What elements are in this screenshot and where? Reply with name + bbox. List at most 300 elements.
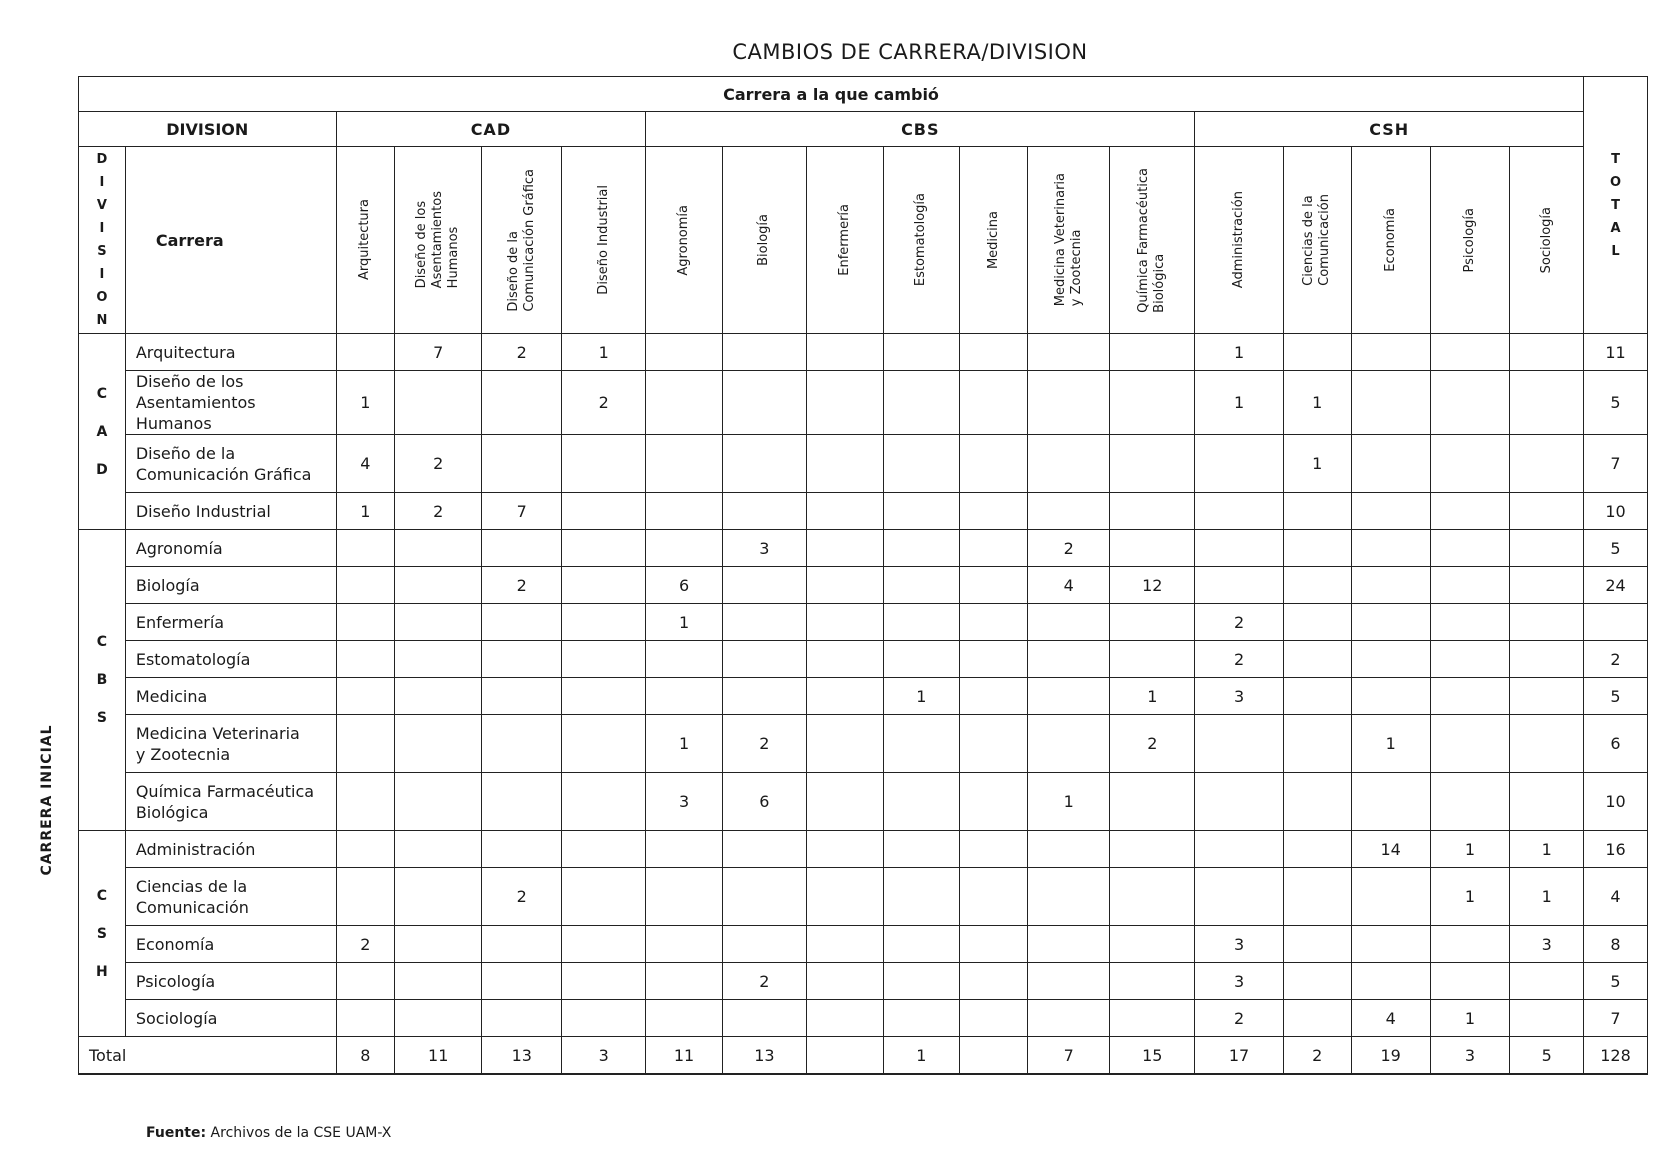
column-total-cell: 13 — [482, 1037, 562, 1075]
value-cell — [1430, 334, 1510, 371]
value-cell — [1351, 868, 1430, 926]
value-cell — [336, 773, 395, 831]
value-cell — [806, 435, 883, 493]
value-cell — [395, 567, 482, 604]
value-cell — [482, 371, 562, 435]
value-cell — [1430, 371, 1510, 435]
value-cell — [562, 868, 646, 926]
value-cell — [336, 530, 395, 567]
value-cell — [336, 868, 395, 926]
value-cell — [960, 963, 1028, 1000]
value-cell — [1283, 868, 1351, 926]
value-cell: 3 — [1510, 926, 1584, 963]
group-header-csh — [1195, 112, 1584, 147]
value-cell — [806, 715, 883, 773]
value-cell — [1430, 435, 1510, 493]
value-cell — [883, 1000, 960, 1037]
value-cell — [1510, 773, 1584, 831]
value-cell — [336, 604, 395, 641]
value-cell — [1195, 493, 1283, 530]
column-header — [562, 147, 646, 334]
column-header-label: Administración — [1231, 191, 1247, 289]
row-total-cell: 5 — [1584, 371, 1648, 435]
value-cell: 2 — [722, 715, 806, 773]
value-cell — [1110, 530, 1195, 567]
career-name-cell: Arquitectura — [125, 334, 336, 371]
value-cell — [1430, 530, 1510, 567]
value-cell — [806, 334, 883, 371]
value-cell — [960, 831, 1028, 868]
value-cell — [1028, 604, 1110, 641]
value-cell — [806, 493, 883, 530]
value-cell — [1351, 493, 1430, 530]
value-cell — [646, 493, 723, 530]
value-cell — [883, 567, 960, 604]
table-title: CAMBIOS DE CARRERA/DIVISION — [732, 40, 1088, 64]
value-cell — [883, 963, 960, 1000]
value-cell — [1028, 435, 1110, 493]
value-cell: 4 — [1351, 1000, 1430, 1037]
value-cell — [883, 435, 960, 493]
table-row — [79, 371, 1648, 435]
value-cell — [1110, 963, 1195, 1000]
career-name-cell: Agronomía — [125, 530, 336, 567]
value-cell: 1 — [1195, 334, 1283, 371]
value-cell — [1195, 831, 1283, 868]
value-cell — [1430, 963, 1510, 1000]
value-cell: 2 — [395, 435, 482, 493]
value-cell — [395, 868, 482, 926]
value-cell — [960, 715, 1028, 773]
value-cell — [883, 773, 960, 831]
value-cell — [482, 678, 562, 715]
value-cell: 1 — [1110, 678, 1195, 715]
row-total-cell: 2 — [1584, 641, 1648, 678]
value-cell — [806, 678, 883, 715]
value-cell — [1430, 715, 1510, 773]
value-cell — [1283, 963, 1351, 1000]
value-cell: 1 — [562, 334, 646, 371]
division-label: C B S — [96, 634, 108, 726]
career-name-cell: Ciencias de la Comunicación — [125, 868, 336, 926]
value-cell — [395, 1000, 482, 1037]
source-note — [146, 1125, 391, 1141]
value-cell — [883, 530, 960, 567]
value-cell — [806, 641, 883, 678]
value-cell — [1028, 963, 1110, 1000]
header-row-top — [79, 77, 1648, 112]
grand-total-cell: 128 — [1584, 1037, 1648, 1075]
career-name-cell: Enfermería — [125, 604, 336, 641]
value-cell — [1430, 773, 1510, 831]
value-cell — [1510, 435, 1584, 493]
value-cell — [1510, 334, 1584, 371]
value-cell — [806, 1000, 883, 1037]
value-cell — [395, 641, 482, 678]
value-cell — [806, 371, 883, 435]
value-cell — [395, 773, 482, 831]
value-cell: 2 — [1195, 604, 1283, 641]
value-cell — [1110, 435, 1195, 493]
column-header — [960, 147, 1028, 334]
column-header-label: Sociología — [1538, 206, 1554, 274]
value-cell — [336, 334, 395, 371]
career-name-cell: Diseño Industrial — [125, 493, 336, 530]
column-header — [646, 147, 723, 334]
division-label-cell — [79, 334, 126, 530]
totals-row — [79, 1037, 1648, 1075]
column-header-label: Diseño de la Comunicación Gráfica — [505, 168, 537, 312]
value-cell — [1510, 530, 1584, 567]
value-cell — [1510, 371, 1584, 435]
column-header-label: Medicina Veterinaria y Zootecnia — [1052, 173, 1084, 307]
value-cell — [562, 493, 646, 530]
source-text: Archivos de la CSE UAM-X — [210, 1125, 392, 1141]
value-cell — [806, 773, 883, 831]
value-cell — [646, 371, 723, 435]
value-cell — [1510, 604, 1584, 641]
value-cell — [883, 641, 960, 678]
column-header — [1430, 147, 1510, 334]
value-cell — [395, 604, 482, 641]
value-cell — [1351, 926, 1430, 963]
value-cell — [482, 530, 562, 567]
value-cell: 7 — [395, 334, 482, 371]
value-cell — [722, 678, 806, 715]
value-cell — [1283, 530, 1351, 567]
value-cell — [1283, 493, 1351, 530]
value-cell — [482, 1000, 562, 1037]
value-cell — [1351, 678, 1430, 715]
value-cell — [883, 493, 960, 530]
value-cell — [1283, 715, 1351, 773]
value-cell — [1028, 678, 1110, 715]
value-cell — [562, 435, 646, 493]
row-total-cell — [1584, 604, 1648, 641]
value-cell — [395, 371, 482, 435]
value-cell — [562, 567, 646, 604]
value-cell — [395, 715, 482, 773]
value-cell — [1028, 831, 1110, 868]
division-vertical-cell — [79, 147, 126, 334]
value-cell — [1351, 567, 1430, 604]
row-total-cell: 7 — [1584, 1000, 1648, 1037]
value-cell — [1028, 1000, 1110, 1037]
value-cell — [960, 371, 1028, 435]
table-row — [79, 604, 1648, 641]
value-cell — [1351, 641, 1430, 678]
row-total-cell: 16 — [1584, 831, 1648, 868]
value-cell — [960, 334, 1028, 371]
value-cell — [1283, 926, 1351, 963]
value-cell: 4 — [1028, 567, 1110, 604]
value-cell — [482, 773, 562, 831]
value-cell — [395, 831, 482, 868]
value-cell: 3 — [722, 530, 806, 567]
value-cell — [960, 1000, 1028, 1037]
value-cell — [562, 641, 646, 678]
value-cell — [1283, 641, 1351, 678]
value-cell — [722, 831, 806, 868]
row-total-cell: 10 — [1584, 493, 1648, 530]
career-name-cell: Psicología — [125, 963, 336, 1000]
value-cell — [1351, 530, 1430, 567]
value-cell — [562, 1000, 646, 1037]
row-total-cell: 4 — [1584, 868, 1648, 926]
row-total-cell: 24 — [1584, 567, 1648, 604]
value-cell: 2 — [395, 493, 482, 530]
group-label-csh: CSH — [1369, 119, 1410, 139]
value-cell — [1028, 371, 1110, 435]
value-cell — [722, 868, 806, 926]
value-cell: 4 — [336, 435, 395, 493]
total-header-label: T O T A L — [1609, 151, 1622, 259]
career-name-cell: Diseño de los Asentamientos Humanos — [125, 371, 336, 435]
value-cell — [646, 435, 723, 493]
column-header — [482, 147, 562, 334]
value-cell — [562, 678, 646, 715]
value-cell — [806, 926, 883, 963]
value-cell — [1195, 530, 1283, 567]
column-total-cell — [806, 1037, 883, 1075]
value-cell: 1 — [1430, 868, 1510, 926]
column-total-cell: 11 — [646, 1037, 723, 1075]
value-cell — [646, 334, 723, 371]
value-cell — [646, 868, 723, 926]
value-cell — [482, 963, 562, 1000]
column-header — [883, 147, 960, 334]
value-cell: 1 — [1283, 371, 1351, 435]
value-cell: 1 — [1195, 371, 1283, 435]
column-header-label: Estomatología — [913, 193, 929, 287]
division-header-label: DIVISION — [166, 119, 249, 139]
column-header — [336, 147, 395, 334]
value-cell — [1195, 435, 1283, 493]
column-total-cell: 3 — [562, 1037, 646, 1075]
column-total-cell: 1 — [883, 1037, 960, 1075]
table-row — [79, 715, 1648, 773]
value-cell: 7 — [482, 493, 562, 530]
column-header-label: Medicina — [985, 210, 1001, 270]
column-header-label: Agronomía — [676, 204, 692, 276]
value-cell — [562, 604, 646, 641]
value-cell — [1195, 773, 1283, 831]
column-header-label: Economía — [1382, 208, 1398, 272]
value-cell — [646, 831, 723, 868]
value-cell — [883, 715, 960, 773]
career-name-cell: Sociología — [125, 1000, 336, 1037]
value-cell — [1283, 831, 1351, 868]
header-top-cell — [79, 77, 1584, 112]
value-cell — [1028, 334, 1110, 371]
header-row-columns — [79, 147, 1648, 334]
division-label-cell — [79, 530, 126, 831]
value-cell — [960, 493, 1028, 530]
value-cell: 12 — [1110, 567, 1195, 604]
value-cell: 2 — [482, 334, 562, 371]
column-header — [1510, 147, 1584, 334]
value-cell — [1283, 567, 1351, 604]
value-cell — [1351, 963, 1430, 1000]
table-row — [79, 641, 1648, 678]
value-cell: 2 — [482, 567, 562, 604]
column-total-cell: 7 — [1028, 1037, 1110, 1075]
value-cell — [646, 530, 723, 567]
table-row — [79, 530, 1648, 567]
value-cell — [1195, 567, 1283, 604]
value-cell — [562, 530, 646, 567]
career-name-cell: Química Farmacéutica Biológica — [125, 773, 336, 831]
value-cell — [960, 567, 1028, 604]
column-header — [722, 147, 806, 334]
value-cell — [482, 435, 562, 493]
division-label-cell — [79, 831, 126, 1037]
value-cell: 2 — [562, 371, 646, 435]
table-row — [79, 963, 1648, 1000]
column-header — [806, 147, 883, 334]
column-header — [395, 147, 482, 334]
side-label-carrera-inicial: CARRERA INICIAL — [39, 724, 55, 876]
value-cell — [482, 926, 562, 963]
row-total-cell: 5 — [1584, 678, 1648, 715]
table-row — [79, 1000, 1648, 1037]
value-cell: 1 — [646, 604, 723, 641]
column-total-cell: 2 — [1283, 1037, 1351, 1075]
value-cell — [1351, 773, 1430, 831]
value-cell — [1510, 493, 1584, 530]
value-cell: 2 — [1110, 715, 1195, 773]
value-cell: 1 — [883, 678, 960, 715]
career-change-table — [78, 76, 1648, 1075]
value-cell — [395, 926, 482, 963]
value-cell — [1110, 1000, 1195, 1037]
column-total-cell: 11 — [395, 1037, 482, 1075]
value-cell — [646, 926, 723, 963]
value-cell — [336, 567, 395, 604]
column-total-cell: 13 — [722, 1037, 806, 1075]
value-cell — [1430, 678, 1510, 715]
value-cell — [883, 831, 960, 868]
value-cell — [646, 641, 723, 678]
value-cell — [1430, 493, 1510, 530]
value-cell: 1 — [1510, 868, 1584, 926]
value-cell — [1351, 604, 1430, 641]
division-header-cell — [79, 112, 337, 147]
career-name-cell: Economía — [125, 926, 336, 963]
column-header-label: Química Farmacéutica Biológica — [1136, 167, 1168, 313]
value-cell — [1510, 641, 1584, 678]
value-cell — [646, 678, 723, 715]
column-header-label: Ciencias de la Comunicación — [1301, 194, 1333, 286]
value-cell — [722, 641, 806, 678]
value-cell: 1 — [336, 493, 395, 530]
column-header-label: Psicología — [1461, 207, 1477, 273]
value-cell: 1 — [336, 371, 395, 435]
value-cell — [883, 926, 960, 963]
value-cell — [960, 868, 1028, 926]
column-header — [1195, 147, 1283, 334]
column-header — [1283, 147, 1351, 334]
value-cell — [482, 831, 562, 868]
value-cell: 6 — [646, 567, 723, 604]
table-row — [79, 334, 1648, 371]
value-cell — [806, 868, 883, 926]
column-total-cell: 5 — [1510, 1037, 1584, 1075]
value-cell — [336, 715, 395, 773]
carrera-header-cell — [125, 147, 336, 334]
value-cell — [1110, 334, 1195, 371]
value-cell — [883, 371, 960, 435]
value-cell — [482, 641, 562, 678]
value-cell — [1510, 678, 1584, 715]
value-cell — [395, 678, 482, 715]
group-header-cad — [336, 112, 646, 147]
value-cell — [1430, 604, 1510, 641]
value-cell — [960, 773, 1028, 831]
value-cell: 1 — [646, 715, 723, 773]
value-cell: 14 — [1351, 831, 1430, 868]
career-name-cell: Biología — [125, 567, 336, 604]
table-row — [79, 926, 1648, 963]
value-cell — [722, 493, 806, 530]
value-cell — [883, 334, 960, 371]
value-cell — [482, 604, 562, 641]
value-cell: 1 — [1510, 831, 1584, 868]
column-total-cell: 8 — [336, 1037, 395, 1075]
value-cell — [646, 963, 723, 1000]
value-cell — [722, 1000, 806, 1037]
column-header-label: Biología — [756, 214, 772, 266]
career-name-cell: Estomatología — [125, 641, 336, 678]
value-cell — [336, 641, 395, 678]
table-row — [79, 435, 1648, 493]
value-cell — [1430, 926, 1510, 963]
total-header-cell — [1584, 77, 1648, 334]
totals-label-cell: Total — [79, 1037, 337, 1075]
value-cell — [960, 604, 1028, 641]
division-vertical-label: D I V I S I O N — [96, 152, 108, 328]
value-cell — [883, 868, 960, 926]
table-row — [79, 868, 1648, 926]
value-cell — [1283, 334, 1351, 371]
value-cell — [722, 371, 806, 435]
column-total-cell: 17 — [1195, 1037, 1283, 1075]
value-cell — [1028, 641, 1110, 678]
value-cell — [883, 604, 960, 641]
division-label: C S H — [96, 887, 108, 980]
value-cell — [1351, 371, 1430, 435]
value-cell — [806, 831, 883, 868]
value-cell — [722, 926, 806, 963]
value-cell — [562, 926, 646, 963]
value-cell — [1110, 371, 1195, 435]
value-cell — [960, 678, 1028, 715]
value-cell — [562, 773, 646, 831]
column-header-label: Diseño de los Asentamientos Humanos — [414, 191, 462, 289]
career-name-cell: Administración — [125, 831, 336, 868]
value-cell — [395, 530, 482, 567]
column-total-cell: 19 — [1351, 1037, 1430, 1075]
value-cell: 2 — [722, 963, 806, 1000]
value-cell — [1110, 868, 1195, 926]
column-total-cell: 3 — [1430, 1037, 1510, 1075]
value-cell — [336, 963, 395, 1000]
value-cell: 1 — [1028, 773, 1110, 831]
value-cell: 1 — [1430, 1000, 1510, 1037]
value-cell — [646, 1000, 723, 1037]
value-cell — [722, 567, 806, 604]
value-cell — [1110, 604, 1195, 641]
